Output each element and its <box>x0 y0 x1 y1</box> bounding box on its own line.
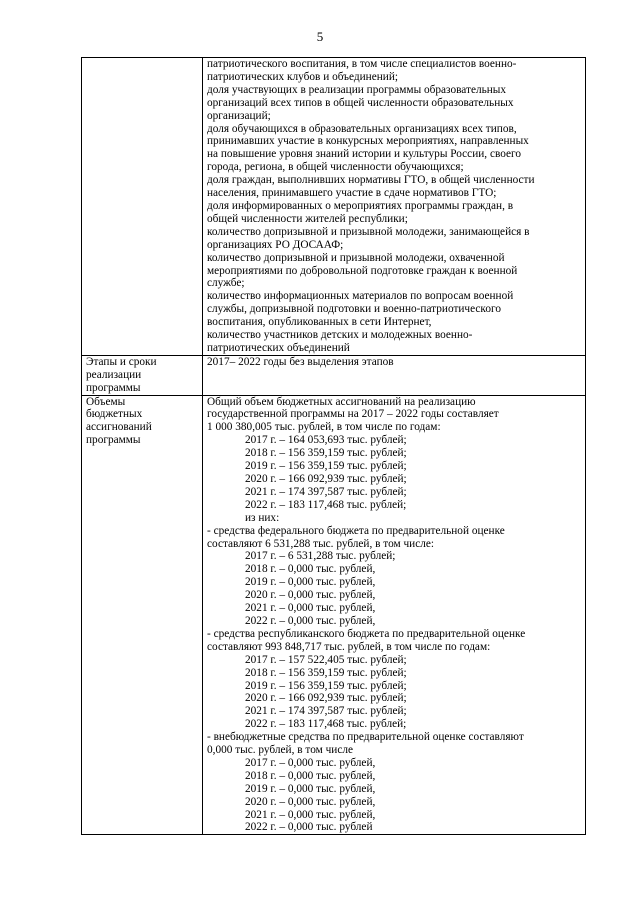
indicator-line: доля информированных о мероприятиях программы граждан, в <box>207 199 514 212</box>
indicator-line: на повышение уровня знаний истории и культуры России, своего <box>207 148 522 161</box>
row-label-line: программы <box>86 434 141 447</box>
funding-line: 2018 г. – 0,000 тыс. рублей, <box>245 563 376 576</box>
indicator-line: количество информационных материалов по вопросам военной <box>207 290 514 303</box>
funding-line: 2020 г. – 0,000 тыс. рублей, <box>245 589 376 602</box>
indicator-line: мероприятиями по добровольной подготовке граждан к военной <box>207 264 518 277</box>
row-label-line: программы <box>86 381 141 394</box>
indicator-line: общей численности жителей республики; <box>207 212 408 225</box>
indicator-line: службе; <box>207 277 245 290</box>
funding-line: 2022 г. – 0,000 тыс. рублей, <box>245 614 376 627</box>
funding-line: 2019 г. – 0,000 тыс. рублей, <box>245 782 376 795</box>
funding-line: 2018 г. – 156 359,159 тыс. рублей; <box>245 447 407 460</box>
indicator-line: организациях РО ДОСААФ; <box>207 238 344 251</box>
indicator-line: патриотических объединений <box>207 341 350 354</box>
indicator-line: патриотических клубов и объединений; <box>207 70 399 83</box>
row-label-line: Объемы <box>86 395 126 408</box>
funding-line: составляют 993 848,717 тыс. рублей, в том числе по годам: <box>207 640 491 653</box>
funding-line: Общий объем бюджетных ассигнований на реализацию <box>207 395 476 408</box>
indicator-line: доля участвующих в реализации программы образовательных <box>207 83 507 96</box>
funding-line: 2022 г. – 0,000 тыс. рублей <box>245 821 373 834</box>
indicator-line: количество допризывной и призывной молодежи, охваченной <box>207 251 505 264</box>
funding-line: 2018 г. – 0,000 тыс. рублей, <box>245 769 376 782</box>
funding-label-cell <box>82 395 203 835</box>
indicators-cell <box>203 58 586 356</box>
funding-value-cell <box>203 395 586 835</box>
funding-line: 2021 г. – 174 397,587 тыс. рублей; <box>245 485 407 498</box>
table-row <box>82 395 586 835</box>
row-label-line: ассигнований <box>86 421 152 434</box>
indicator-line: доля граждан, выполнивших нормативы ГТО, в общей численности <box>207 174 535 187</box>
indicator-line: патриотического воспитания, в том числе специалистов военно- <box>207 58 517 70</box>
indicator-line: доля обучающихся в образовательных организациях всех типов, <box>207 122 517 135</box>
funding-line: государственной программы на 2017 – 2022 годы составляет <box>207 408 499 421</box>
indicator-line: города, региона, в общей численности обучающихся; <box>207 161 464 174</box>
table-row <box>82 58 586 356</box>
funding-line: из них: <box>245 511 280 524</box>
funding-line: 0,000 тыс. рублей, в том числе <box>207 744 353 757</box>
funding-line: 1 000 380,005 тыс. рублей, в том числе по годам: <box>207 421 441 434</box>
indicator-line: количество допризывной и призывной молодежи, занимающейся в <box>207 225 530 238</box>
indicator-line: организаций; <box>207 109 271 122</box>
indicator-line: воспитания, опубликованных в сети Интернет, <box>207 316 432 329</box>
row-label-cell <box>82 58 203 356</box>
funding-line: 2020 г. – 166 092,939 тыс. рублей; <box>245 692 407 705</box>
funding-line: 2017 г. – 157 522,405 тыс. рублей; <box>245 653 407 666</box>
funding-line: 2019 г. – 156 359,159 тыс. рублей; <box>245 460 407 473</box>
funding-line: - внебюджетные средства по предварительной оценке составляют <box>207 731 524 744</box>
stages-label-cell <box>82 355 203 395</box>
table-row <box>82 355 586 395</box>
row-label-line: Этапы и сроки <box>86 355 157 368</box>
program-passport-table <box>81 57 586 835</box>
funding-line: 2021 г. – 0,000 тыс. рублей, <box>245 602 376 615</box>
indicator-line: населения, принимавшего участие в сдаче нормативов ГТО; <box>207 187 497 200</box>
funding-line: - средства республиканского бюджета по предварительной оценке <box>207 627 526 640</box>
indicator-line: количество участников детских и молодежных военно- <box>207 329 473 342</box>
funding-line: 2019 г. – 156 359,159 тыс. рублей; <box>245 679 407 692</box>
row-label-line: реализации <box>86 368 142 381</box>
funding-line: 2017 г. – 0,000 тыс. рублей, <box>245 756 376 769</box>
stages-value-cell <box>203 355 586 395</box>
funding-line: 2020 г. – 0,000 тыс. рублей, <box>245 795 376 808</box>
indicator-line: службы, допризывной подготовки и военно-патриотического <box>207 303 501 316</box>
funding-line: 2017 г. – 6 531,288 тыс. рублей; <box>245 550 396 563</box>
funding-line: 2019 г. – 0,000 тыс. рублей, <box>245 576 376 589</box>
funding-line: 2020 г. – 166 092,939 тыс. рублей; <box>245 473 407 485</box>
stages-line: 2017– 2022 годы без выделения этапов <box>207 355 394 368</box>
funding-line: 2022 г. – 183 117,468 тыс. рублей; <box>245 718 407 731</box>
funding-line: 2021 г. – 174 397,587 тыс. рублей; <box>245 705 407 718</box>
row-label-line: бюджетных <box>86 408 143 421</box>
page-number: 5 <box>316 29 324 44</box>
funding-line: 2021 г. – 0,000 тыс. рублей, <box>245 808 376 821</box>
funding-line: 2018 г. – 156 359,159 тыс. рублей; <box>245 666 407 679</box>
indicator-line: организаций всех типов в общей численности образовательных <box>207 96 514 109</box>
indicator-line: принимавших участие в конкурсных мероприятиях, направленных <box>207 135 529 148</box>
funding-line: 2017 г. – 164 053,693 тыс. рублей; <box>245 434 407 447</box>
funding-line: 2022 г. – 183 117,468 тыс. рублей; <box>245 498 407 511</box>
funding-line: - средства федерального бюджета по предварительной оценке <box>207 524 505 537</box>
funding-line: составляют 6 531,288 тыс. рублей, в том числе: <box>207 537 435 550</box>
